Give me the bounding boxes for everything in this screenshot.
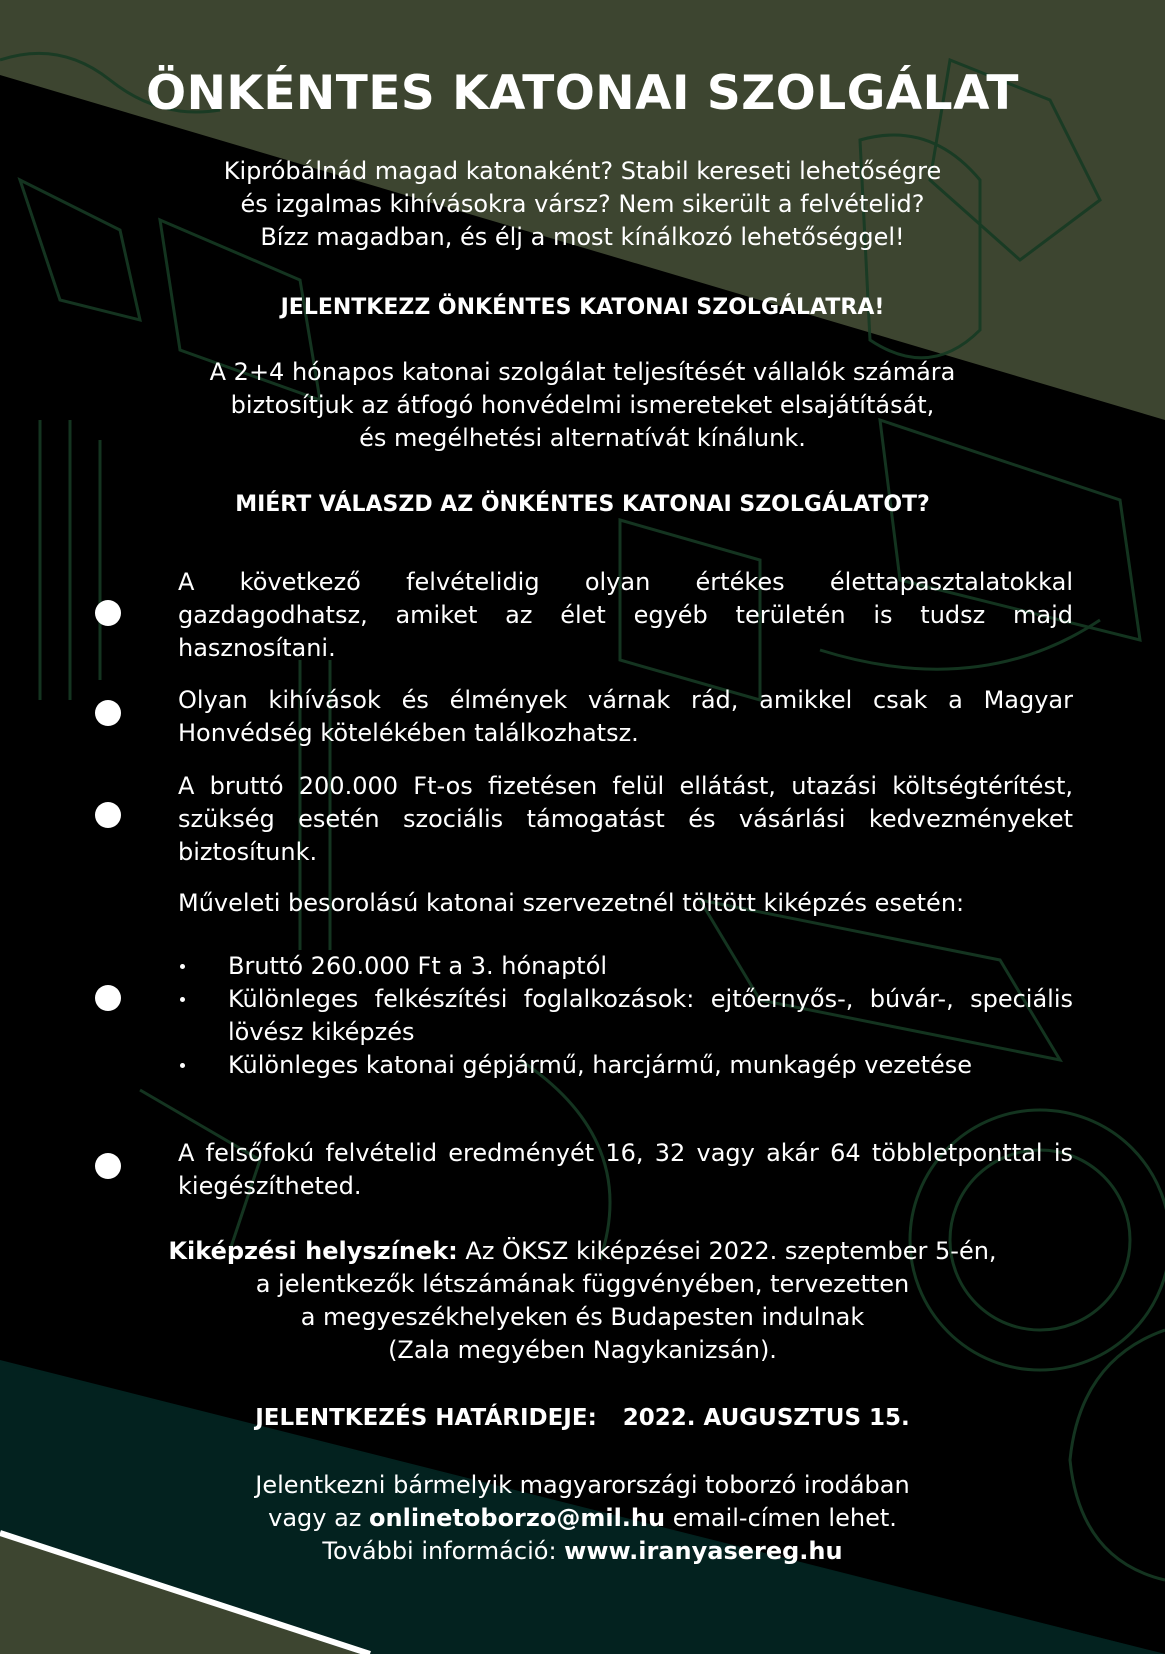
operational-intro: Műveleti besorolású katonai szervezetnél töltött kiképzés esetén: [178, 889, 965, 917]
page-title: ÖNKÉNTES KATONAI SZOLGÁLAT [146, 66, 1019, 121]
locations-line: (Zala megyében Nagykanizsán). [388, 1336, 777, 1364]
small-bullet-icon [180, 1063, 185, 1068]
small-bullet-icon [180, 964, 185, 969]
email-link[interactable]: onlinetoborzo@mil.hu [369, 1504, 666, 1532]
benefit-item: A bruttó 200.000 Ft-os fizetésen felül ellátást, utazási költségtérítést, szükség esetén szociális támogatást és vásárlási kedvezményeket biztosítunk. [178, 772, 1073, 866]
contact-text: vagy az [268, 1504, 370, 1532]
benefit-item: A felsőfokú felvételid eredményét 16, 32 vagy akár 64 többletponttal is kiegészítheted. [178, 1139, 1073, 1200]
contact-text: További információ: [322, 1537, 565, 1565]
locations-label: Kiképzési helyszínek: [168, 1237, 458, 1265]
description-line: A 2+4 hónapos katonai szolgálat teljesítését vállalók számára [209, 358, 956, 386]
contact-line [0, 1535, 1165, 1568]
bullet-dot-icon [95, 600, 121, 626]
sublist-item [178, 983, 1073, 1049]
intro-line: Bízz magadban, és élj a most kínálkozó lehetőséggel! [260, 223, 905, 251]
benefit-item-operational [178, 887, 1073, 1082]
sublist-item-text: Különleges felkészítési foglalkozások: ejtőernyős-, búvár-, speciális lövész kiképzés [228, 985, 1073, 1046]
benefit-item: Olyan kihívások és élmények várnak rád, amikkel csak a Magyar Honvédség kötelékében találkozhatsz. [178, 686, 1073, 747]
sublist-item [178, 1049, 1073, 1082]
sublist-item [178, 950, 1073, 983]
small-bullet-icon [180, 997, 185, 1002]
sublist-item-text: Bruttó 260.000 Ft a 3. hónaptól [228, 952, 608, 980]
contact-line [0, 1502, 1165, 1535]
locations-line: a jelentkezők létszámának függvényében, tervezetten [255, 1270, 910, 1298]
description-line: biztosítjuk az átfogó honvédelmi ismereteket elsajátítását, [230, 391, 935, 419]
locations-text: Az ÖKSZ kiképzései 2022. szeptember 5-én, [457, 1237, 997, 1265]
sublist-item-text: Különleges katonai gépjármű, harcjármű, munkagép vezetése [228, 1051, 973, 1079]
intro-line: és izgalmas kihívásokra vársz? Nem sikerült a felvételid? [240, 190, 925, 218]
bullet-dot-icon [95, 802, 121, 828]
bullet-dot-icon [95, 985, 121, 1011]
website-link[interactable]: www.iranyasereg.hu [564, 1537, 843, 1565]
deadline [0, 1405, 1165, 1431]
bullet-dot-icon [95, 700, 121, 726]
locations-line [0, 1235, 1165, 1268]
description-text [0, 356, 1165, 455]
intro-line: Kipróbálnád magad katonaként? Stabil kereseti lehetőségre [223, 157, 942, 185]
intro-text [0, 155, 1165, 254]
operational-sublist [178, 950, 1073, 1082]
bullet-dot-icon [95, 1153, 121, 1179]
locations-line: a megyeszékhelyeken és Budapesten indulnak [300, 1303, 865, 1331]
contact-info [0, 1469, 1165, 1568]
benefit-item: A következő felvételidig olyan értékes élettapasztalatokkal gazdagodhatsz, amiket az élet egyéb területén is tudsz majd hasznosítani. [178, 568, 1073, 662]
training-locations [0, 1235, 1165, 1367]
contact-text: email-címen lehet. [665, 1504, 897, 1532]
why-heading: MIÉRT VÁLASZD AZ ÖNKÉNTES KATONAI SZOLGÁLATOT? [235, 492, 930, 517]
contact-line: Jelentkezni bármelyik magyarországi toborzó irodában [255, 1471, 910, 1499]
deadline-date: 2022. AUGUSZTUS 15. [622, 1405, 910, 1431]
deadline-label: JELENTKEZÉS HATÁRIDEJE: [255, 1405, 597, 1431]
description-line: és megélhetési alternatívát kínálunk. [359, 424, 806, 452]
cta-heading: JELENTKEZZ ÖNKÉNTES KATONAI SZOLGÁLATRA! [280, 295, 885, 320]
